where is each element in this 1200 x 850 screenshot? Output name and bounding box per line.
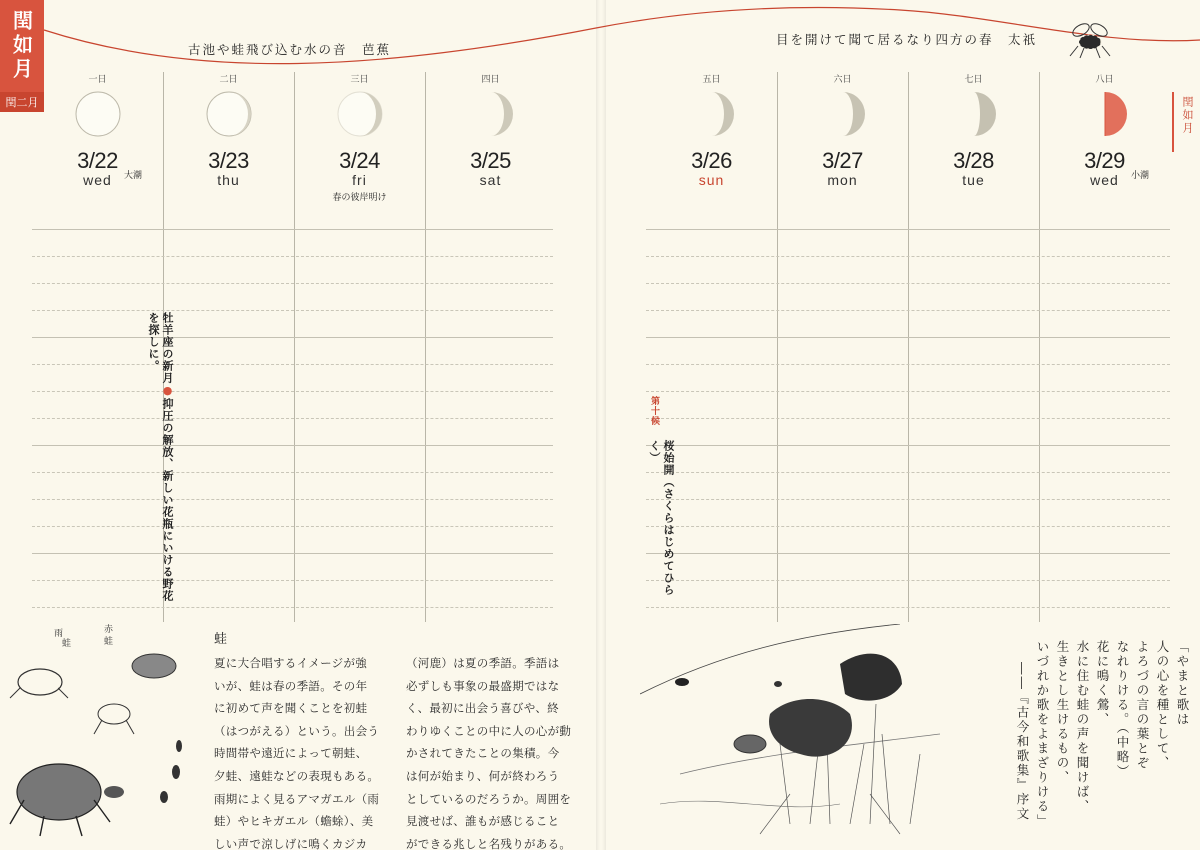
ruled-line: [32, 364, 553, 365]
ruled-line: [646, 553, 1170, 554]
poem-line: 人の心を種として、: [1155, 640, 1170, 771]
new-moon-label: 牡羊座の新月: [161, 312, 174, 384]
essay-line: 見渡せば、誰もが感じること: [406, 814, 560, 829]
svg-text:雨: 雨: [54, 629, 64, 639]
new-moon-note: [146, 312, 174, 612]
essay-line: ができる兆しと名残りがある。: [406, 836, 572, 850]
ruled-line: [646, 499, 1170, 500]
essay-line: 時間帯や遠近によって朝蛙、: [214, 746, 368, 761]
moon-phase-icon: [819, 90, 867, 138]
ruled-line: [646, 310, 1170, 311]
column-divider: [908, 72, 909, 622]
ruled-line: [32, 391, 553, 392]
ruled-line: [32, 472, 553, 473]
poem-line: いづれか歌をよまざりける」: [1035, 640, 1050, 829]
essay-line: しい声で涼しげに鳴くカジカ: [214, 836, 368, 850]
day-column[interactable]: [646, 72, 777, 190]
red-dot-icon: ●: [161, 384, 174, 398]
essay-column-2: [406, 652, 588, 850]
moon-phase-icon: [950, 90, 998, 138]
essay-line: かされてきたことの集積。今: [406, 746, 560, 761]
date-label: 3/29: [1084, 148, 1125, 173]
haiku-right: 目を開けて聞て居るなり四方の春 太祇: [776, 32, 1038, 47]
moon-phase-icon: [1081, 90, 1129, 138]
bee-illustration: [1066, 16, 1114, 60]
day-column[interactable]: [425, 72, 556, 190]
ruled-line: [646, 418, 1170, 419]
lunar-day-label: 二日: [219, 75, 238, 85]
ruled-line: [646, 229, 1170, 230]
svg-text:蛙: 蛙: [104, 637, 114, 647]
lunar-day-label: 三日: [350, 75, 369, 85]
ruled-line: [646, 256, 1170, 257]
date-label: 3/25: [470, 148, 511, 173]
lunar-day-label: 八日: [1095, 75, 1114, 85]
poem-line: よろづの言の葉とぞ: [1135, 640, 1150, 771]
essay-line: （河鹿）は夏の季語。季語は: [406, 656, 560, 670]
ruled-line: [32, 607, 553, 608]
right-month-tab[interactable]: 閏如月: [1172, 92, 1200, 152]
essay-line: 雨期によく見るアマガエル（雨: [214, 791, 380, 806]
ruled-line: [32, 337, 553, 338]
frog-lily-illustration: [640, 624, 950, 844]
tide-label: 小潮: [1131, 171, 1150, 181]
ruled-line: [646, 580, 1170, 581]
column-divider: [294, 72, 295, 622]
day-column[interactable]: [908, 72, 1039, 190]
day-column[interactable]: [1039, 72, 1170, 190]
month-tab-title: 閏如月: [0, 0, 44, 92]
lunar-day-label: 五日: [702, 75, 721, 85]
kokinshu-quote: [962, 640, 1192, 840]
essay-line: いが、蛙は春の季語。その年: [214, 678, 368, 693]
weekday-label: mon: [827, 172, 858, 188]
moon-phase-icon: [467, 90, 515, 138]
ruled-line: [646, 607, 1170, 608]
column-divider: [425, 72, 426, 622]
moon-phase-icon: [74, 90, 122, 138]
date-label: 3/22: [77, 148, 118, 173]
ruled-line: [32, 526, 553, 527]
ruled-line: [32, 580, 553, 581]
season-name: 桜始開（さくらはじめてひらく）: [648, 440, 675, 596]
ruled-line: [646, 526, 1170, 527]
poem-line: 生きとし生けるもの、: [1055, 640, 1070, 785]
essay-line: 蛙）やヒキガエル（蟾蜍）、美: [214, 814, 374, 829]
essay-line: に初めて声を聞くことを初蛙: [214, 701, 368, 716]
ruled-line: [32, 445, 553, 446]
day-column[interactable]: [294, 72, 425, 203]
day-note: 春の彼岸明け: [332, 193, 387, 203]
date-label: 3/26: [691, 148, 732, 173]
essay-line: 必ずしも事象の最盛期ではな: [406, 678, 560, 693]
weekday-label: tue: [962, 172, 985, 188]
weekday-label: wed: [83, 172, 112, 188]
haiku-left: 古池や蛙飛び込む水の音 芭蕉: [188, 42, 392, 57]
essay-line: 夏に大合唱するイメージが強: [214, 656, 368, 670]
weekday-label: sat: [479, 172, 502, 188]
day-column[interactable]: [32, 72, 163, 190]
svg-text:蛙: 蛙: [62, 639, 72, 649]
essay-line: （はつがえる）という。出会う: [214, 723, 380, 738]
essay-column-1: [214, 652, 392, 850]
ruled-line: [32, 229, 553, 230]
poem-line: なれりける。（中略）: [1115, 640, 1130, 779]
lunar-day-label: 四日: [481, 75, 500, 85]
weekday-label: wed: [1090, 172, 1119, 188]
ruled-line: [32, 256, 553, 257]
month-tab-subtitle: 閏二月: [0, 92, 44, 112]
weekday-label: sun: [698, 172, 725, 188]
column-divider: [1039, 72, 1040, 622]
essay-line: としているのだろうか。周囲を: [406, 791, 572, 806]
essay-line: は何が始まり、何が終わろう: [406, 768, 560, 783]
weekday-label: thu: [217, 172, 240, 188]
essay-line: 夕蛙、遠蛙などの表現もある。: [214, 768, 380, 783]
lunar-day-label: 六日: [833, 75, 852, 85]
day-column[interactable]: [777, 72, 908, 190]
ruled-line: [32, 499, 553, 500]
ruled-line: [32, 310, 553, 311]
ruled-line: [32, 418, 553, 419]
essay-title: 蛙: [214, 632, 228, 647]
date-label: 3/23: [208, 148, 249, 173]
essay-line: わりゆくことの中に人の心が動: [406, 723, 572, 738]
frog-illustration: [4, 622, 194, 844]
ruled-line: [32, 553, 553, 554]
ruled-line: [646, 472, 1170, 473]
new-moon-message: 抑圧の解放、新しい花瓶にいける野花を探しに。: [147, 312, 174, 602]
lunar-day-label: 一日: [88, 75, 107, 85]
ruled-line: [646, 391, 1170, 392]
moon-phase-icon: [688, 90, 736, 138]
moon-phase-icon: [336, 90, 384, 138]
day-column[interactable]: [163, 72, 294, 190]
poem-line: 花に鳴く鶯、: [1095, 640, 1110, 727]
ruled-line: [646, 364, 1170, 365]
tide-label: 大潮: [124, 171, 143, 181]
season-number: 第十候: [649, 396, 659, 426]
date-label: 3/28: [953, 148, 994, 173]
moon-phase-icon: [205, 90, 253, 138]
poem-line: ――『古今和歌集』序文: [1015, 662, 1030, 822]
poem-line: 「やまと歌は: [1175, 640, 1190, 727]
column-divider: [777, 72, 778, 622]
ruled-line: [646, 337, 1170, 338]
poem-line: 水に住む蛙の声を聞けば、: [1075, 640, 1090, 814]
lunar-day-label: 七日: [964, 75, 983, 85]
ruled-line: [646, 445, 1170, 446]
ruled-line: [646, 283, 1170, 284]
essay-line: く、最初に出会う喜びや、終: [406, 701, 559, 716]
book-gutter: [596, 0, 606, 850]
weekday-label: fri: [352, 172, 367, 188]
svg-text:赤: 赤: [104, 625, 114, 635]
date-label: 3/27: [822, 148, 863, 173]
date-label: 3/24: [339, 148, 380, 173]
ruled-line: [32, 283, 553, 284]
